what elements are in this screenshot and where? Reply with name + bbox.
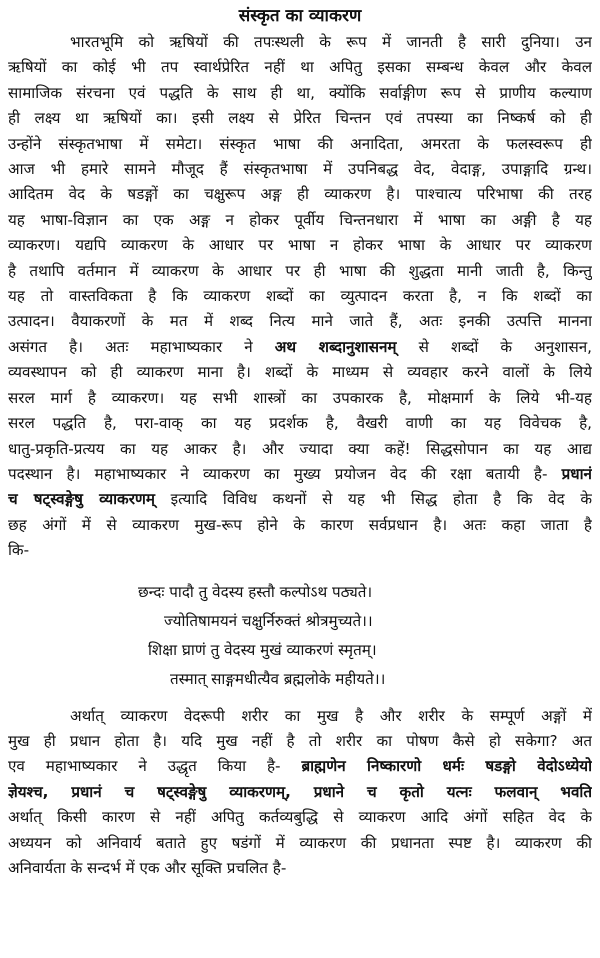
text-line: यह तो वास्तविकता है कि व्याकरण शब्दों का व्युत्पादन करता है, न कि शब्दों का — [8, 287, 592, 306]
text-line: धातु-प्रकृति-प्रत्यय का यह आकर है। और ज्यादा क्या कहें! सिद्धसोपान का यह आद्य — [8, 439, 592, 458]
line-text: पदस्थान है। महाभाष्यकार ने व्याकरण का मुख्य प्रयोजन वेद की रक्षा बतायी है- — [8, 464, 562, 483]
bold-quote: च षट्स्वङ्गेषु व्याकरणम् — [8, 490, 155, 509]
text-line: उत्पादन। वैयाकरणों के मत में शब्द नित्य माने जाते हैं, अतः इनकी उत्पत्ति मानना — [8, 312, 592, 331]
text-line: है तथापि वर्तमान में व्याकरण के आधार पर ही भाषा की शुद्धता मानी जाती है, किन्तु — [8, 261, 592, 280]
text-line: मुख ही प्रधान होता है। यदि मुख नहीं है तो शरीर का पोषण कैसे हो सकेगा? अत — [8, 731, 592, 750]
text-line: ही लक्ष्य था ऋषियों का। इसी लक्ष्य से प्रेरित चिन्तन एवं तपस्या का निष्कर्ष को ही — [8, 109, 592, 128]
paragraph-intro — [8, 30, 592, 564]
text-line: सामाजिक संरचना एवं पद्धति के साथ ही था, क्योंकि सर्वाङ्गीण रूप से प्राणीय कल्याण — [8, 83, 592, 102]
line-text: असंगत है। अतः महाभाष्यकार ने — [8, 337, 275, 356]
text-line: व्यवस्थापन को ही व्याकरण माना है। शब्दों के माध्यम से व्यवहार करने वालों के लिये — [8, 363, 592, 382]
page-title: संस्कृत का व्याकरण — [238, 6, 362, 26]
shloka-verse — [8, 578, 592, 694]
text-line: व्याकरण। यद्यपि व्याकरण के आधार पर भाषा न होकर भाषा के आधार पर व्याकरण — [8, 236, 592, 255]
text-line: उन्होंने संस्कृतभाषा में समेटा। संस्कृत भाषा की अनादिता, अमरता के फलस्वरूप ही — [8, 134, 592, 153]
text-line: सरल पद्धति है, परा-वाक् का यह प्रदर्शक है, वैखरी वाणी का यह विवेचक है, — [8, 414, 592, 433]
text-line-with-quote — [8, 462, 592, 487]
text-line-with-quote — [8, 335, 592, 360]
paragraph-explanation — [8, 704, 592, 882]
text-line: यह भाषा-विज्ञान का एक अङ्ग न होकर पूर्वीय चिन्तनधारा में भाषा का अङ्गी है यह — [8, 210, 592, 229]
text-line: अर्थात् किसी कारण से नहीं अपितु कर्तव्यबुद्धि से व्याकरण आदि अंगों सहित वेद के — [8, 808, 592, 827]
text-line-with-quote — [8, 780, 592, 805]
text-line: आज भी हमारे सामने मौजूद हैं संस्कृतभाषा में उपनिबद्ध वेद, वेदाङ्ग, उपाङ्गादि ग्रन्थ। — [8, 160, 592, 179]
text-line-with-quote — [8, 754, 592, 779]
text-line: भारतभूमि को ऋषियों की तपःस्थली के रूप में जानती है सारी दुनिया। उन — [70, 33, 592, 51]
verse-line: छन्दः पादौ तु वेदस्य हस्तौ कल्पोऽथ पठ्यते। — [138, 582, 373, 601]
verse-line: ज्योतिषामयनं चक्षुर्निरुक्तं श्रोत्रमुच्यते।। — [164, 611, 373, 630]
text-line: आदितम वेद के षडङ्गों का चक्षुरूप अङ्ग ही व्याकरण है। पाश्चात्य परिभाषा की तरह — [8, 185, 592, 204]
bold-quote: प्रधानं — [561, 464, 592, 483]
text-line-with-quote — [8, 487, 592, 512]
bold-quote: ज्ञेयश्च, प्रधानं च षट्स्वङ्गेषु व्याकरणम्, प्रधाने च कृतो यत्नः फलवान् भवति — [8, 782, 592, 801]
line-text: इत्यादि विविध कथनों से यह भी सिद्ध होता है कि वेद के — [154, 490, 592, 509]
text-line: ऋषियों का कोई भी तप स्वार्थप्रेरित नहीं था अपितु इसका सम्बन्ध केवल और केवल — [8, 58, 592, 77]
text-line: छह अंगों में से व्याकरण मुख-रूप होने के कारण सर्वप्रधान है। अतः कहा जाता है — [8, 515, 592, 534]
bold-quote: ब्राह्मणेन निष्कारणो धर्मः षडङ्गो वेदोऽध्येयो — [301, 757, 592, 776]
verse-line: शिक्षा घ्राणं तु वेदस्य मुखं व्याकरणं स्मृतम्। — [148, 640, 377, 659]
verse-line: तस्मात् साङ्गमधीत्यैव ब्रह्मलोके महीयते।। — [170, 669, 386, 688]
text-line: कि- — [8, 541, 30, 560]
line-text: से शब्दों के अनुशासन, — [396, 337, 592, 356]
text-line: सरल मार्ग है व्याकरण। यह सभी शास्त्रों का उपकारक है, मोक्षमार्ग के लिये भी-यह — [8, 388, 592, 407]
text-line: अध्ययन को अनिवार्य बताते हुए षडंगों में व्याकरण की प्रधानता स्पष्ट है। व्याकरण की — [8, 833, 592, 852]
bold-quote: अथ शब्दानुशासनम् — [274, 337, 397, 356]
line-text: एव महाभाष्यकार ने उद्धृत किया है- — [8, 757, 302, 776]
text-line: अनिवार्यता के सन्दर्भ में एक और सूक्ति प्रचलित है- — [8, 858, 287, 877]
text-line: अर्थात् व्याकरण वेदरूपी शरीर का मुख है और शरीर के सम्पूर्ण अङ्गों में — [70, 706, 592, 725]
